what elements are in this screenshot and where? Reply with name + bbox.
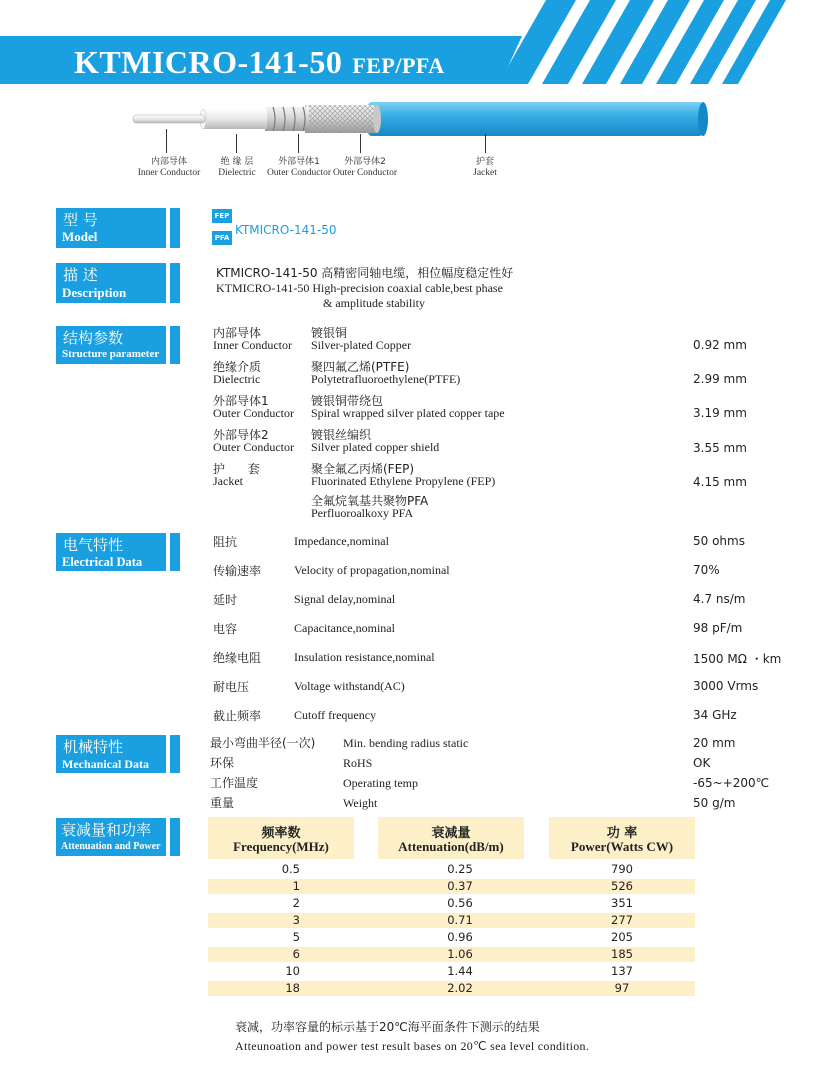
footnote-zh: 衰减，功率容量的标示基于20℃海平面条件下测示的结果 (235, 1020, 540, 1034)
label-jacket: 护套 Jacket (473, 157, 497, 178)
pointer-jacket (485, 134, 486, 153)
section-bar (170, 326, 180, 364)
label-outer-conductor-2: 外部导体2 Outer Conductor (332, 157, 398, 178)
section-description: 描 述 Description (56, 263, 166, 303)
section-electrical: 电气特性 Electrical Data (56, 533, 166, 571)
table-header-power: 功 率 Power(Watts CW) (549, 817, 695, 859)
dielectric-layer (203, 109, 267, 129)
label-inner-conductor: 内部导体 Inner Conductor (137, 157, 201, 178)
pfa-badge: PFA (212, 231, 232, 245)
model-name: KTMICRO-141-50 (235, 223, 337, 237)
structure-pfa-en: Perfluoroalkoxy PFA (311, 506, 414, 520)
section-structure: 结构参数 Structure parameter (56, 326, 166, 364)
label-dielectric: 绝 缘 层 Dielectric (218, 157, 256, 178)
page-subtitle: FEP/PFA (352, 53, 445, 78)
section-bar (170, 208, 180, 248)
section-mechanical: 机械特性 Mechanical Data (56, 735, 166, 773)
fep-badge: FEP (212, 209, 232, 223)
section-bar (170, 263, 180, 303)
spiral-tape-layer (265, 107, 309, 131)
section-bar (170, 533, 180, 571)
description-en-2: & amplitude stability (323, 296, 425, 310)
table-header-attenuation: 衰减量 Attenuation(dB/m) (378, 817, 524, 859)
pointer-inner (166, 129, 167, 153)
description-zh: KTMICRO-141-50 高精密同轴电缆，相位幅度稳定性好 (216, 266, 514, 280)
section-model: 型 号 Model (56, 208, 166, 248)
section-bar (170, 735, 180, 773)
pointer-dielectric (236, 134, 237, 153)
label-outer-conductor-1: 外部导体1 Outer Conductor (266, 157, 332, 178)
cable-diagram (125, 96, 715, 156)
inner-conductor (133, 115, 205, 123)
jacket-layer (368, 102, 703, 136)
description-en-1: KTMICRO-141-50 High-precision coaxial cable,best phase (216, 281, 503, 295)
page-title: KTMICRO-141-50 FEP/PFA (74, 44, 445, 80)
pointer-outer2 (360, 134, 361, 153)
pointer-outer1 (298, 134, 299, 153)
section-bar (170, 818, 180, 856)
footnote-en: Atteunoation and power test result bases on 20℃ sea level condition. (235, 1039, 590, 1053)
structure-pfa-zh: 全氟烷氧基共聚物PFA (311, 494, 429, 508)
table-header-frequency: 频率数 Frequency(MHz) (208, 817, 354, 859)
section-attenuation: 衰减量和功率 Attenuation and Power (56, 818, 166, 856)
